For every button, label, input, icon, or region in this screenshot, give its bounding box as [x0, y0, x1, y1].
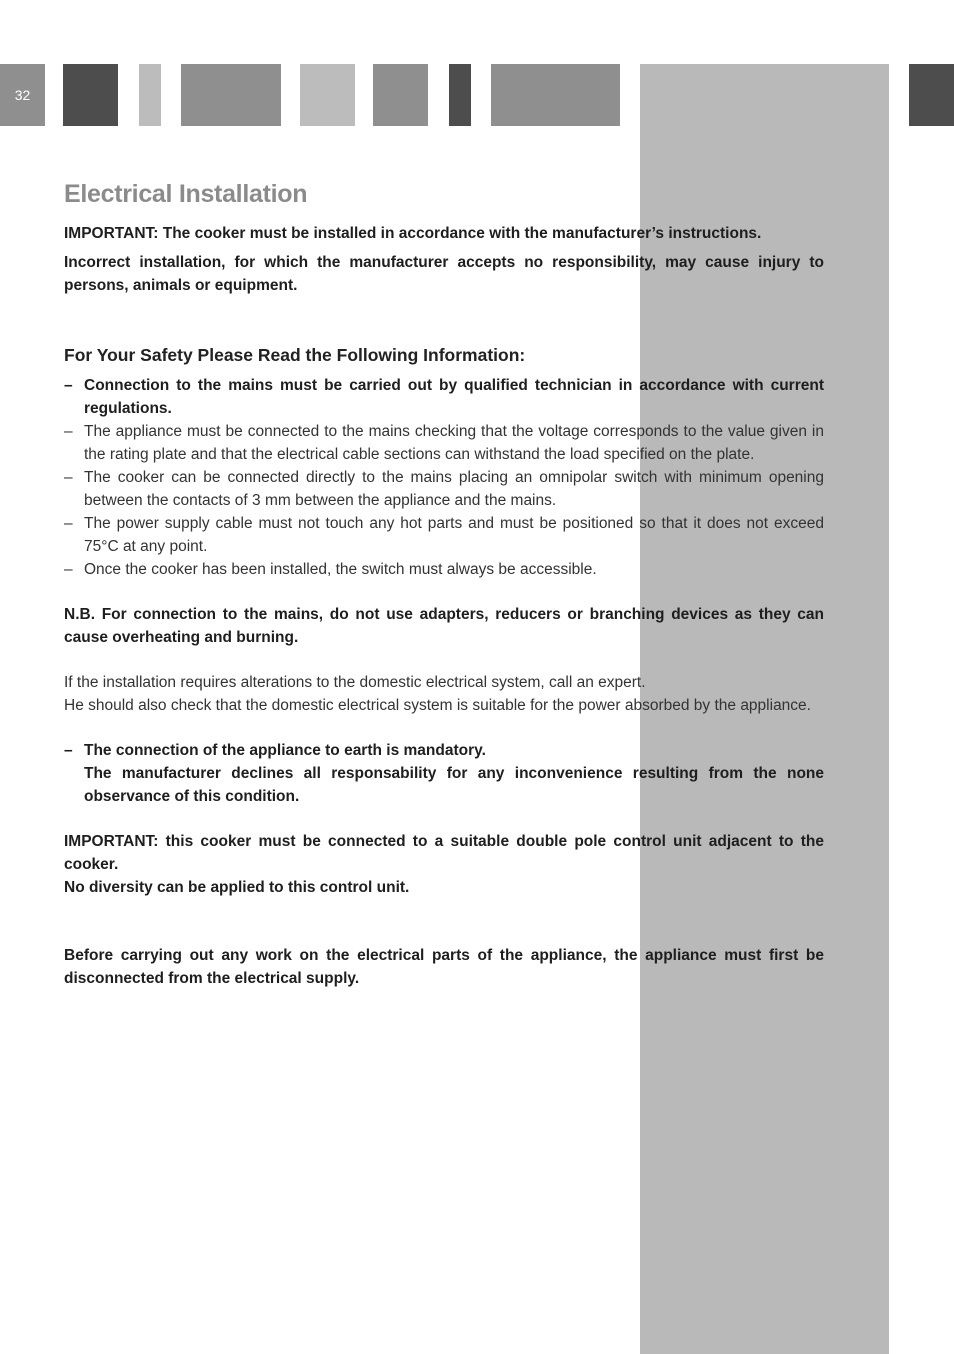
header-block-6 — [449, 64, 471, 126]
earth-list — [64, 739, 824, 808]
safety-heading: For Your Safety Please Read the Following Information: — [64, 345, 526, 365]
important-control-unit: IMPORTANT: this cooker must be connected to a suitable double pole control unit adjacent to the cooker. — [64, 833, 824, 873]
header-block-3 — [181, 64, 281, 126]
page-number: 32 — [0, 64, 45, 126]
disconnect-notice: Before carrying out any work on the electrical parts of the appliance, the appliance must first be disconnected from the electrical supply. — [64, 947, 824, 987]
header-block-2 — [139, 64, 161, 126]
header-block-1 — [63, 64, 118, 126]
safety-list — [64, 374, 824, 581]
header-block-4 — [300, 64, 355, 126]
list-item: – The appliance must be connected to the mains checking that the voltage corresponds to the value given in the rating plate and that the electrical cable sections can withstand the load specified on the plate. — [64, 423, 824, 463]
list-item: – The cooker can be connected directly to the mains placing an omnipolar switch with minimum opening between the contacts of 3 mm between the appliance and the mains. — [64, 469, 824, 509]
page-title: Electrical Installation — [64, 180, 308, 208]
list-item: – The power supply cable must not touch any hot parts and must be positioned so that it does not exceed 75°C at any point. — [64, 515, 824, 555]
important-notice: IMPORTANT: The cooker must be installed in accordance with the manufacturer’s instructions. — [64, 225, 762, 242]
earth-disclaimer: The manufacturer declines all responsability for any inconvenience resulting from the none observance of this condition. — [84, 765, 824, 805]
document-body — [64, 176, 824, 990]
list-item: – The connection of the appliance to earth is mandatory. The manufacturer declines all responsability for any inconvenience resulting from the none observance of this condition. — [64, 739, 824, 808]
earth-mandatory: The connection of the appliance to earth is mandatory. — [84, 742, 486, 759]
nb-notice: N.B. For connection to the mains, do not use adapters, reducers or branching devices as they can cause overheating and burning. — [64, 606, 824, 646]
header-block-8 — [909, 64, 954, 126]
liability-notice: Incorrect installation, for which the manufacturer accepts no responsibility, may cause injury to persons, animals or equipment. — [64, 254, 824, 294]
header-block-5 — [373, 64, 428, 126]
diversity-notice: No diversity can be applied to this control unit. — [64, 879, 410, 896]
header-block-7 — [491, 64, 620, 126]
alterations-paragraph-1: If the installation requires alterations to the domestic electrical system, call an expert. — [64, 674, 646, 691]
alterations-paragraph-2: He should also check that the domestic electrical system is suitable for the power absorbed by the appliance. — [64, 697, 811, 714]
list-item: – Connection to the mains must be carried out by qualified technician in accordance with current regulations. — [64, 377, 824, 417]
list-item: – Once the cooker has been installed, the switch must always be accessible. — [64, 561, 597, 578]
